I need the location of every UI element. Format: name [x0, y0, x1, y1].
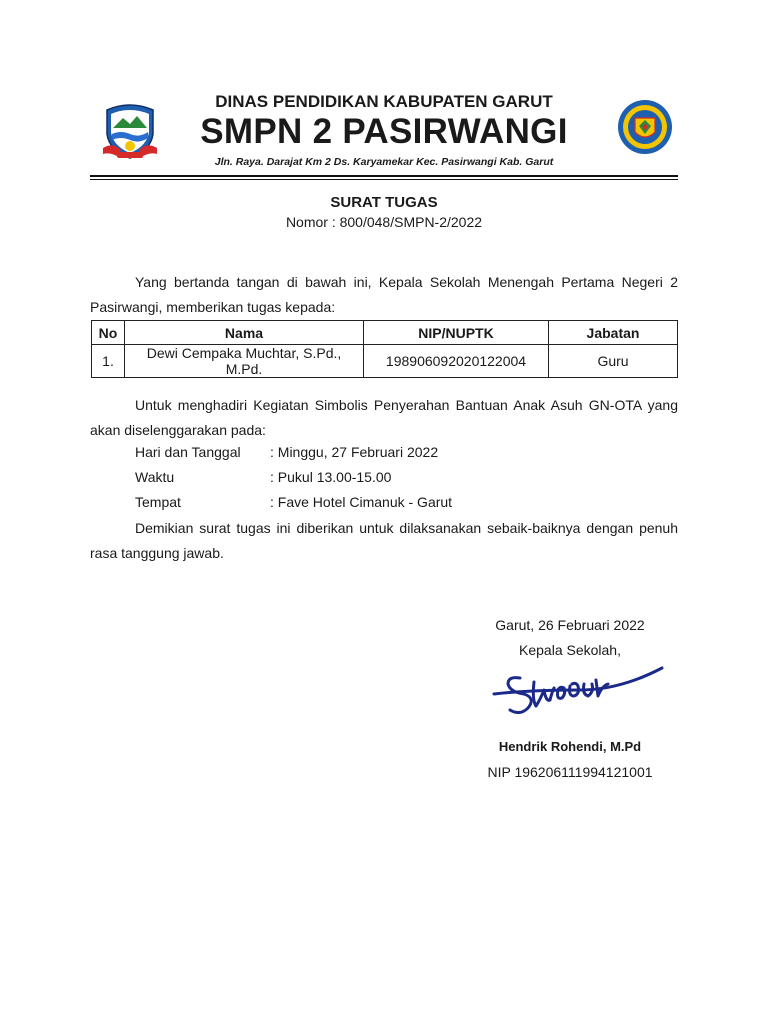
- detail-value: : Pukul 13.00-15.00: [270, 469, 392, 485]
- signatory-name: Hendrik Rohendi, M.Pd: [498, 739, 642, 754]
- letterhead-rule-thin: [90, 179, 678, 180]
- header-nama: Nama: [125, 321, 364, 345]
- signature-role: Kepala Sekolah,: [519, 642, 621, 658]
- intro-paragraph: Yang bertanda tangan di bawah ini, Kepala Sekolah Menengah Pertama Negeri 2 Pasirwangi, memberikan tugas kepada:: [90, 274, 678, 315]
- table-header-row: [92, 321, 678, 345]
- handwritten-signature-icon: [490, 660, 665, 735]
- document-title: SURAT TUGAS: [330, 194, 438, 211]
- cell-nip: 198906092020122004: [364, 345, 549, 378]
- purpose-paragraph: Untuk menghadiri Kegiatan Simbolis Penyerahan Bantuan Anak Asuh GN-OTA yang akan diselenggarakan pada:: [90, 397, 678, 438]
- header-no: No: [92, 321, 125, 345]
- closing-paragraph: Demikian surat tugas ini diberikan untuk dilaksanakan sebaik-baiknya dengan penuh rasa tanggung jawab.: [90, 520, 678, 561]
- detail-label: Tempat: [135, 494, 181, 510]
- cell-jabatan: Guru: [549, 345, 678, 378]
- signatory-nip: NIP 196206111994121001: [487, 764, 653, 780]
- table-row: [92, 345, 678, 378]
- detail-label: Hari dan Tanggal: [135, 444, 241, 460]
- signature-place-date: Garut, 26 Februari 2022: [495, 617, 645, 633]
- detail-label: Waktu: [135, 469, 175, 485]
- letterhead-rule-thick: [90, 175, 678, 177]
- cell-nama: Dewi Cempaka Muchtar, S.Pd., M.Pd.: [125, 345, 364, 378]
- cell-no: 1.: [92, 345, 125, 378]
- detail-value: : Fave Hotel Cimanuk - Garut: [270, 494, 453, 510]
- school-name: SMPN 2 PASIRWANGI: [200, 112, 568, 151]
- school-address: Jln. Raya. Darajat Km 2 Ds. Karyamekar Kec. Pasirwangi Kab. Garut: [214, 156, 554, 168]
- detail-value: : Minggu, 27 Februari 2022: [270, 444, 439, 460]
- agency-name: DINAS PENDIDIKAN KABUPATEN GARUT: [215, 92, 553, 111]
- header-nip: NIP/NUPTK: [364, 321, 549, 345]
- document-number: Nomor : 800/048/SMPN-2/2022: [285, 214, 483, 230]
- header-jabatan: Jabatan: [549, 321, 678, 345]
- assignee-table: [91, 320, 678, 378]
